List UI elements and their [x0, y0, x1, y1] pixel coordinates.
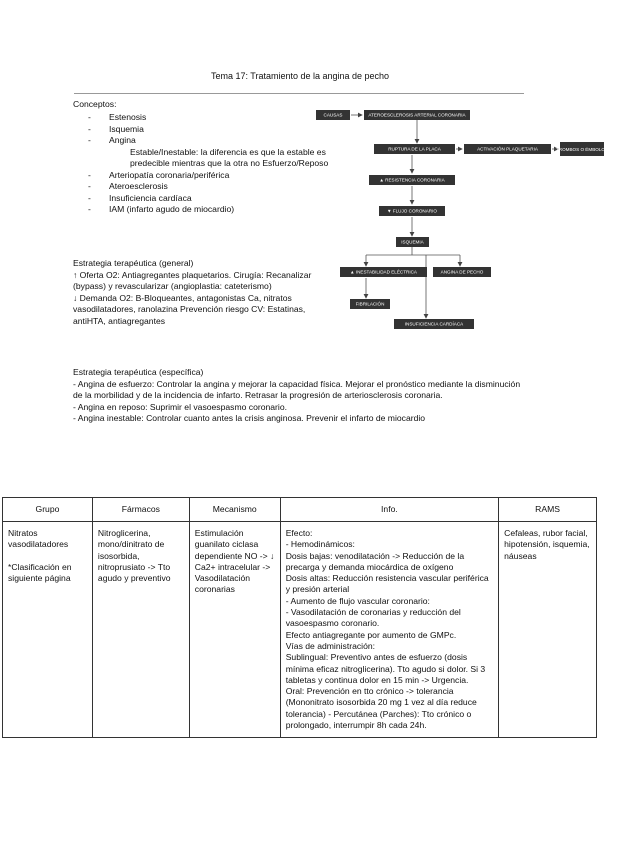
cell-grupo: [3, 522, 93, 738]
demanda-o2: ↓ Demanda O2: B-Bloqueantes, antagonistas Ca, nitratos vasodilatadores, ranolazina Prevención riesgo CV: Estatinas, antiHTA, antiagregantes: [73, 292, 306, 326]
oferta-o2: ↑ Oferta O2: Antiagregantes plaquetarios. Cirugía: Recanalizar (bypass) y revascularizar (angioplastia: cateterismo): [73, 269, 312, 291]
info-line: Dosis altas: Reducción resistencia vascular periférica y presión arterial: [285, 573, 489, 595]
concept-item: - IAM (infarto agudo de miocardio): [88, 204, 328, 216]
conceptos-heading: Conceptos:: [73, 99, 117, 109]
node-flujo: [379, 206, 445, 216]
drug-table: [2, 497, 597, 738]
angina-detail: Estable/Inestable: la diferencia es que la estable es predecible mientras que la otra no Esfuerzo/Reposo: [130, 146, 329, 168]
concept-item: - Angina Estable/Inestable: la diferencia es que la estable es predecible mientras que la otra no Esfuerzo/Reposo: [88, 135, 328, 170]
title-divider: [74, 93, 524, 94]
svg-text:ISQUEMIA: ISQUEMIA: [401, 239, 424, 245]
info-line: Vías de administración:: [285, 640, 376, 651]
concept-item: - Arteriopatía coronaria/periférica: [88, 170, 328, 182]
svg-text:FIBRILACIÓN: FIBRILACIÓN: [355, 301, 385, 307]
node-angina-pecho: [433, 267, 491, 277]
node-insuficiencia: [394, 319, 474, 329]
info-line: - Aumento de flujo vascular coronario:: [285, 595, 430, 606]
svg-text:RUPTURA DE LA PLACA: RUPTURA DE LA PLACA: [388, 146, 441, 152]
node-ateroesclerosis: [364, 110, 470, 120]
concept-item: - Ateroesclerosis: [88, 181, 328, 193]
conceptos-list: [88, 112, 328, 216]
table-header-row: [3, 498, 597, 522]
cell-info: [280, 522, 498, 738]
estrategia-especifica-heading: Estrategia terapéutica (específica): [73, 367, 204, 377]
cell-mecanismo: Estimulación guanilato ciclasa dependiente NO -> ↓ Ca2+ intracelular -> Vasodilatación coronarias: [189, 522, 280, 738]
node-inestabilidad: [340, 267, 427, 277]
header-farmacos: Fármacos: [92, 498, 189, 522]
angina-esfuerzo: - Angina de esfuerzo: Controlar la angina y mejorar la capacidad física. Mejorar el pronóstico mediante la disminución de la morbilidad y de la incidencia de infarto. Retrasar la progresión de arteriosclerosis coronaria.: [73, 378, 521, 400]
header-grupo: Grupo: [3, 498, 93, 522]
info-line: Efecto:: [285, 528, 313, 538]
header-info: Info.: [280, 498, 498, 522]
svg-text:CAUSAS: CAUSAS: [323, 112, 343, 118]
concept-item: - Estenosis: [88, 112, 328, 124]
pathophysiology-flowchart: [312, 100, 622, 340]
grupo-name: Nitratos vasodilatadores: [8, 528, 69, 550]
info-line: - Vasodilatación de coronarias y reducción del vasoespasmo coronario.: [285, 607, 461, 629]
svg-text:ATEROESCLEROSIS ARTERIAL CORON: ATEROESCLEROSIS ARTERIAL CORONARIA: [368, 112, 466, 118]
cell-rams: Cefaleas, rubor facial, hipotensión, isquemia, náuseas: [499, 522, 597, 738]
header-mecanismo: Mecanismo: [189, 498, 280, 522]
node-causas: [316, 110, 350, 120]
page-title: Tema 17: Tratamiento de la angina de pecho: [210, 71, 390, 81]
info-line: Sublingual: Preventivo antes de esfuerzo (dosis mínima eficaz nitroglicerina). Tto agudo si dolor. Si 3 tabletas y continua dolor en 15 min -> Urgencia.: [285, 652, 486, 685]
node-ruptura: [374, 144, 455, 154]
header-rams: RAMS: [499, 498, 597, 522]
svg-text:▼ FLUJO CORONARIO: ▼ FLUJO CORONARIO: [387, 208, 437, 214]
node-isquemia: [396, 237, 429, 247]
estrategia-especifica: [73, 367, 528, 425]
node-activacion: [464, 144, 551, 154]
info-line: Dosis bajas: venodilatación -> Reducción de la precarga y demanda miocárdica de oxígeno: [285, 550, 465, 572]
concept-item: - Insuficiencia cardíaca: [88, 193, 328, 205]
svg-text:ACTIVACIÓN PLAQUETARIA: ACTIVACIÓN PLAQUETARIA: [477, 146, 538, 152]
cell-farmacos: Nitroglicerina, mono/dinitrato de isosorbida, nitroprusiato -> Tto agudo y preventivo: [92, 522, 189, 738]
svg-text:▲ INESTABILIDAD ELÉCTRICA: ▲ INESTABILIDAD ELÉCTRICA: [349, 269, 418, 275]
svg-text:INSUFICIENCIA CARDÍACA: INSUFICIENCIA CARDÍACA: [404, 321, 464, 327]
svg-text:ANGINA DE PECHO: ANGINA DE PECHO: [440, 269, 484, 275]
node-trombos: [556, 142, 608, 156]
info-line: Oral: Prevención en tto crónico -> tolerancia (Mononitrato isosorbida 20 mg 1 vez al día reduce tolerancia) - Percutánea (Parches): Tto crónico o prolongado, interrumpir 8h cada 24h.: [285, 686, 477, 731]
concept-item: - Isquemia: [88, 124, 328, 136]
svg-text:TROMBOS O ÉMBOLOS: TROMBOS O ÉMBOLOS: [555, 147, 609, 152]
node-resistencia: [369, 175, 455, 185]
angina-reposo: - Angina en reposo: Suprimir el vasoespasmo coronario.: [73, 401, 287, 412]
node-fibrilacion: [350, 299, 390, 309]
info-line: - Hemodinámicos:: [285, 539, 355, 550]
svg-text:▲ RESISTENCIA CORONARIA: ▲ RESISTENCIA CORONARIA: [379, 177, 445, 183]
estrategia-general: [73, 258, 338, 327]
angina-inestable: - Angina inestable: Controlar cuanto antes la crisis anginosa. Prevenir el infarto de miocardio: [73, 413, 426, 423]
estrategia-general-heading: Estrategia terapéutica (general): [73, 258, 194, 268]
info-line: Efecto antiagregante por aumento de GMPc.: [285, 629, 457, 640]
table-row: [3, 522, 597, 738]
grupo-note: *Clasificación en siguiente página: [8, 561, 72, 583]
